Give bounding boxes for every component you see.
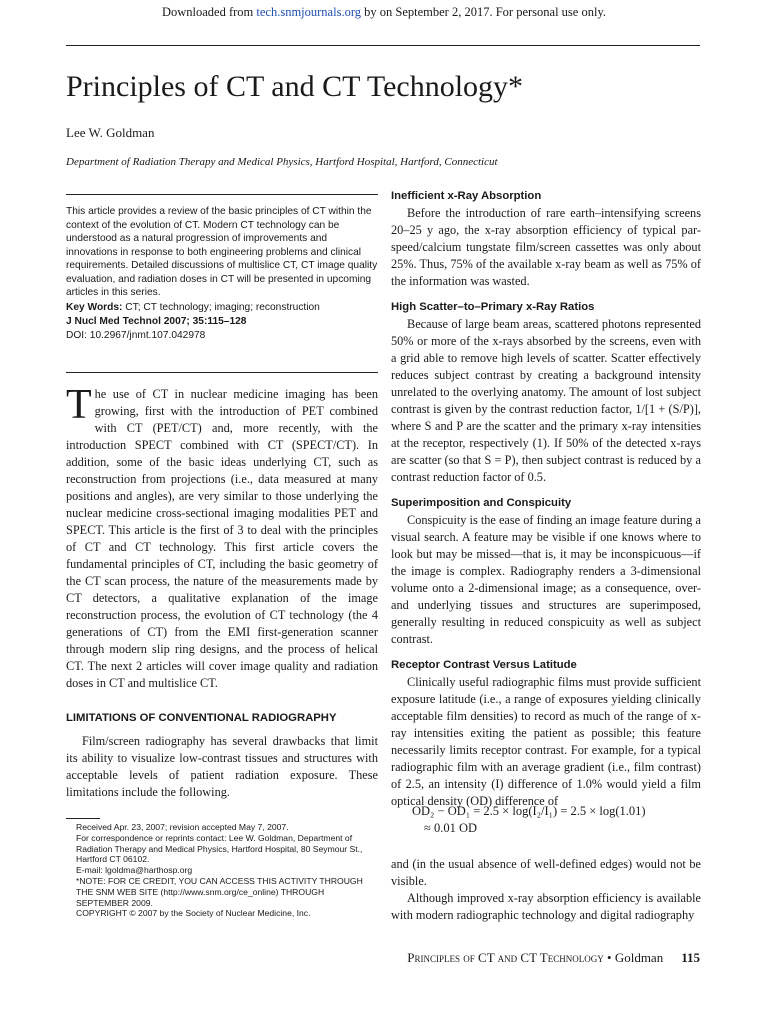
author-affiliation: Department of Radiation Therapy and Medical Physics, Hartford Hospital, Hartford, Connecticut xyxy=(66,156,498,168)
footnote-copyright: COPYRIGHT © 2007 by the Society of Nuclear Medicine, Inc. xyxy=(76,908,311,919)
drop-cap: T xyxy=(66,382,92,428)
journal-citation: J Nucl Med Technol 2007; 35:115–128 xyxy=(66,316,247,327)
top-rule xyxy=(66,45,700,46)
section-text: Before the introduction of rare earth–intensifying screens 20–25 y ago, the x-ray absorption efficiency of typical par-speed/calcium tungstate film/screen cassettes was only about 25%. Thus, 75% of the available x-ray beam as well as 75% of the information was wasted. xyxy=(391,206,701,288)
paragraph: Although improved x-ray absorption efficiency is available with modern radiographic technology and digital radiography xyxy=(391,891,701,922)
footnotes xyxy=(66,822,378,919)
page-number: 115 xyxy=(681,950,700,965)
section-text: Conspicuity is the ease of finding an image feature during a visual search. A feature may be visible if one knows where to look but may be missed—that is, it may be inconspicuous—if the image is complex. Radiography renders a 3-dimensional volume onto a 2-dimensional image; as a consequence, over- and underlying tissues and structures are superimposed, generally resulting in reduced conspicuity as well as subject contrast. xyxy=(391,513,701,646)
footer-author: Goldman xyxy=(614,950,664,965)
paragraph-continued: and (in the usual absence of well-defined edges) would not be visible. xyxy=(391,857,701,888)
download-notice-suffix: by on September 2, 2017. For personal use only. xyxy=(361,5,607,19)
intro-text: he use of CT in nuclear medicine imaging has been growing, first with the introduction of PET combined with CT (PET/CT) and, more recently, with the introduction SPECT combined with CT (SPECT/CT). In addition, some of the basic ideas underlying CT, such as reconstruction from projections (i.e., data measured at many positions and angles), are very similar to those underlying the nuclear medicine cross-sectional imaging modalities PET and SPECT. This article is the first of 3 to deal with the principles of CT and CT technology. This first article covers the fundamental principles of CT, including the basic geometry of the CT scan process, the nature of the measurements made by CT detectors, a qualitative explanation of the image reconstruction process, the evolution of CT technology (the 4 generations of CT) from the EMI first-generation scanner through modern slip ring designs, and the process of helical CT. The next 2 articles will cover image quality and radiation doses in CT and multislice CT. xyxy=(66,387,378,690)
right-column-continued xyxy=(391,856,701,924)
limitations-section xyxy=(66,710,378,801)
section-heading: Superimposition and Conspicuity xyxy=(391,497,572,509)
download-notice xyxy=(0,5,768,20)
abstract-bottom-rule xyxy=(66,372,378,373)
page-footer xyxy=(407,950,700,966)
right-column xyxy=(391,188,701,810)
article-title: Principles of CT and CT Technology* xyxy=(66,70,524,103)
equation-line: ≈ 0.01 OD xyxy=(424,821,478,835)
keywords: CT; CT technology; imaging; reconstruction xyxy=(122,301,320,313)
doi: DOI: 10.2967/jnmt.107.042978 xyxy=(66,329,206,341)
abstract-block xyxy=(66,205,378,342)
footnote-email: E-mail: lgoldma@harthosp.org xyxy=(76,865,193,876)
section-heading: Receptor Contrast Versus Latitude xyxy=(391,659,577,671)
footnote-ce-note: *NOTE: FOR CE CREDIT, YOU CAN ACCESS THIS ACTIVITY THROUGH THE SNM WEB SITE (http://www.snm.org/ce_online) THROUGH SEPTEMBER 2009. xyxy=(76,875,363,908)
footnote-rule xyxy=(66,818,100,819)
footnote-correspondence: For correspondence or reprints contact: Lee W. Goldman, Department of Radiation Therapy and Medical Physics, Hartford Hospital, 80 Seymour St., Hartford CT 06102. xyxy=(76,832,363,865)
keywords-label: Key Words: xyxy=(66,301,123,313)
section-text: Because of large beam areas, scattered photons represented 50% or more of the x-rays absorbed by the screens, even with a grid able to remove high levels of scatter. Scatter effectively reduces subject contrast by creating a background intensity unrelated to the overlying anatomy. The amount of lost subject contrast is given by the contrast reduction factor, 1/[1 + (S/P)], where S and P are the scatter and the primary x-ray intensities at the receptor, respectively (1). If 50% of the detected x-rays are scatter (so that S = P), then subject contrast is reduced by a contrast reduction factor of 0.5. xyxy=(391,317,701,484)
equation-line: OD₂ − OD₁ = 2.5 × log(I₂/I₁) = 2.5 × log(1.01) xyxy=(412,804,646,818)
section-text: Clinically useful radiographic films must provide sufficient exposure latitude (i.e., a range of exposures yielding clinically acceptable film densities) to record as much of the range of x-ray intensities exiting the patient as possible; this feature necessarily limits receptor contrast. For example, for a typical radiographic film with an average gradient (i.e., film contrast) of 2.5, an intensity (I) difference of 1.0% would yield a film optical density (OD) difference of xyxy=(391,675,701,808)
footer-separator: • xyxy=(603,950,615,965)
section-heading: High Scatter–to–Primary x-Ray Ratios xyxy=(391,301,595,313)
equation xyxy=(412,803,646,837)
running-title: Principles of CT and CT Technology xyxy=(407,950,604,965)
limitations-text: Film/screen radiography has several drawbacks that limit its ability to visualize low-contrast tissues and structures with acceptable levels of patient radiation exposure. These limitations include the following. xyxy=(66,734,378,799)
intro-section xyxy=(66,382,378,692)
footnote-received: Received Apr. 23, 2007; revision accepted May 7, 2007. xyxy=(76,822,289,832)
section-heading: Inefficient x-Ray Absorption xyxy=(391,190,542,202)
download-notice-prefix: Downloaded from xyxy=(161,5,257,19)
abstract-top-rule xyxy=(66,194,378,195)
abstract-text: This article provides a review of the basic principles of CT within the context of the evolution of CT. Modern CT technology can be understood as a natural progression of improvements and innovations in response to both engineering problems and clinical requirements. Detailed discussions of multislice CT, CT image quality evaluation, and radiation doses in CT will be presented in upcoming articles in this series. xyxy=(66,206,378,298)
limitations-heading: LIMITATIONS OF CONVENTIONAL RADIOGRAPHY xyxy=(66,712,337,724)
journal-link[interactable]: tech.snmjournals.org xyxy=(256,5,362,19)
author-name: Lee W. Goldman xyxy=(66,125,155,140)
